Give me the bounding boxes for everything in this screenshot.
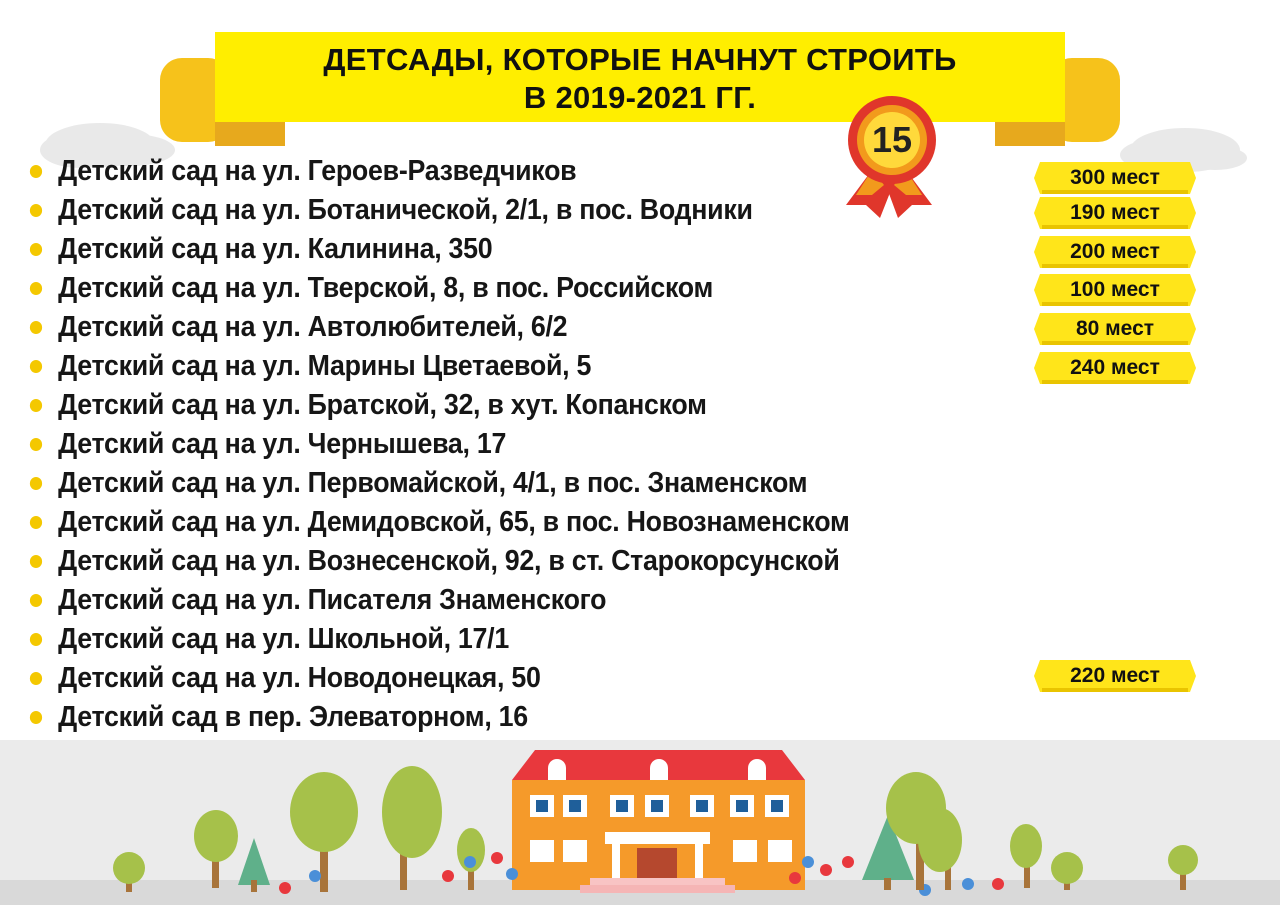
capacity-tag-label: 220 мест (1070, 664, 1160, 687)
list-item (28, 152, 850, 191)
list-item (28, 191, 850, 230)
list-item (28, 581, 850, 620)
bullet-icon (30, 633, 42, 646)
list-item-text: Детский сад на ул. Демидовской, 65, в пос. Новознаменском (58, 506, 850, 538)
list-item (28, 659, 850, 698)
list-item (28, 269, 850, 308)
list-item (28, 230, 850, 269)
list-item (28, 308, 850, 347)
bullet-icon (30, 204, 42, 217)
medal-number: 15 (871, 119, 913, 160)
list-item-text: Детский сад на ул. Новодонецкая, 50 (58, 662, 541, 694)
bullet-icon (30, 282, 42, 295)
list-item-text: Детский сад на ул. Калинина, 350 (58, 233, 493, 265)
list-item-text: Детский сад на ул. Первомайской, 4/1, в пос. Знаменском (58, 467, 808, 499)
capacity-tag-label: 200 мест (1070, 240, 1160, 263)
bullet-icon (30, 477, 42, 490)
bullet-icon (30, 321, 42, 334)
list-item (28, 620, 850, 659)
list-item-text: Детский сад в пер. Элеваторном, 16 (58, 701, 528, 733)
list-item-text: Детский сад на ул. Школьной, 17/1 (58, 623, 509, 655)
bullet-icon (30, 555, 42, 568)
list-item (28, 464, 850, 503)
list-item (28, 347, 850, 386)
bullet-icon (30, 165, 42, 178)
list-item-text: Детский сад на ул. Братской, 32, в хут. Копанском (58, 389, 707, 421)
list-item (28, 542, 850, 581)
list-item-text: Детский сад на ул. Чернышева, 17 (58, 428, 507, 460)
capacity-tag (1034, 274, 1196, 306)
bullet-icon (30, 672, 42, 685)
bullet-icon (30, 360, 42, 373)
list-item-text: Детский сад на ул. Героев-Разведчиков (58, 155, 577, 187)
capacity-tag (1034, 197, 1196, 229)
title-line-1: ДЕТСАДЫ, КОТОРЫЕ НАЧНУТ СТРОИТЬ (323, 42, 957, 77)
bullet-icon (30, 516, 42, 529)
capacity-tag (1034, 352, 1196, 384)
capacity-tag-label: 240 мест (1070, 356, 1160, 379)
list-item (28, 386, 850, 425)
capacity-tag-label: 100 мест (1070, 278, 1160, 301)
list-item-text: Детский сад на ул. Ботанической, 2/1, в пос. Водники (58, 194, 753, 226)
capacity-tag (1034, 162, 1196, 194)
capacity-tag-label: 300 мест (1070, 166, 1160, 189)
list-item (28, 503, 850, 542)
capacity-tag-label: 80 мест (1075, 317, 1155, 340)
list-item-text: Детский сад на ул. Писателя Знаменского (58, 584, 607, 616)
capacity-tag-label: 190 мест (1070, 201, 1160, 224)
kindergarten-list (28, 152, 902, 737)
list-item-text: Детский сад на ул. Автолюбителей, 6/2 (58, 311, 568, 343)
list-item-text: Детский сад на ул. Вознесенской, 92, в ст. Старокорсунской (58, 545, 840, 577)
title-line-2: В 2019-2021 ГГ. (523, 80, 757, 115)
list-item-text: Детский сад на ул. Тверской, 8, в пос. Российском (58, 272, 714, 304)
capacity-tag (1034, 313, 1196, 345)
list-item (28, 425, 850, 464)
bullet-icon (30, 594, 42, 607)
page-title (215, 35, 1065, 121)
capacity-tag (1034, 660, 1196, 692)
kindergarten-building-icon (512, 750, 805, 893)
list-item (28, 698, 850, 737)
capacity-tag (1034, 236, 1196, 268)
bullet-icon (30, 399, 42, 412)
bullet-icon (30, 438, 42, 451)
bullet-icon (30, 243, 42, 256)
list-item-text: Детский сад на ул. Марины Цветаевой, 5 (58, 350, 592, 382)
bullet-icon (30, 711, 42, 724)
